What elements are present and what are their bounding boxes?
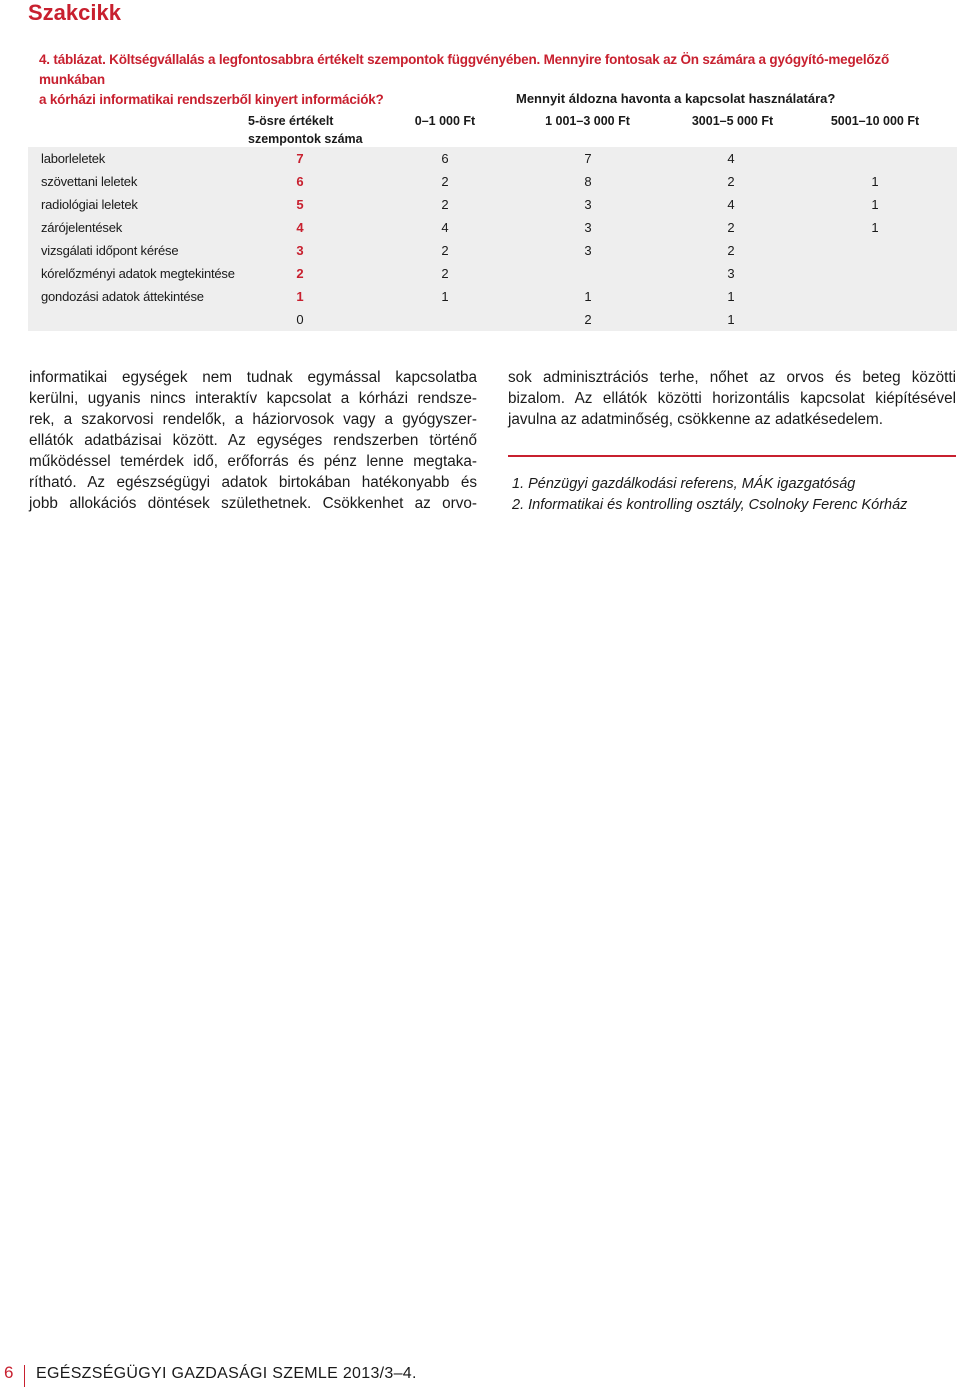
cell: 2 (441, 266, 449, 281)
row-label: laborleletek (41, 151, 106, 166)
body-text-left-column (29, 367, 477, 514)
header-rank-line: 5-ösre értékelt (248, 114, 334, 128)
table-row (28, 193, 957, 216)
text-line: sok adminisztrációs terhe, nőhet az orvos és beteg közötti (508, 369, 956, 386)
cell: 2 (441, 197, 449, 212)
cell: 3 (584, 220, 592, 235)
header-column: 5001–10 000 Ft (830, 114, 920, 128)
table-row (28, 285, 957, 308)
section-title: Szakcikk (28, 0, 121, 25)
cell: 6 (441, 151, 449, 166)
cell: 3 (584, 243, 592, 258)
text-line: működéssel temérdek idő, erőforrás és pénz lenne megtaka- (29, 453, 477, 470)
page-number: 6 (4, 1363, 14, 1382)
table-row (28, 170, 957, 193)
cell: 2 (727, 174, 735, 189)
cell: 2 (441, 243, 449, 258)
cell: 4 (727, 197, 735, 212)
cell: 4 (441, 220, 449, 235)
table-row (28, 308, 957, 331)
row-rank: 0 (296, 312, 304, 327)
header-column: 3001–5 000 Ft (691, 114, 774, 128)
text-line: rítható. Az egészségügyi adatok birtokában hatékonyabb és (29, 474, 477, 491)
cell: 1 (441, 289, 449, 304)
text-line: ellátók adatbázisai között. Az egységes rendszerben történő (29, 432, 477, 449)
cell: 2 (441, 174, 449, 189)
header-column: 0–1 000 Ft (414, 114, 476, 128)
text-line: bizalom. Az ellátók közötti horizontális kapcsolat kiépítésével (508, 390, 956, 407)
row-rank: 1 (296, 289, 304, 304)
text-line: kerülni, ugyanis nincs interaktív kapcsolat a kórházi rendsze- (29, 390, 477, 407)
cell: 1 (727, 289, 735, 304)
row-label: vizsgálati időpont kérése (41, 243, 179, 258)
cell: 3 (727, 266, 735, 281)
text-line: jobb allokációs döntések születhetnek. Csökkenhet az orvo- (29, 495, 477, 512)
cell: 2 (584, 312, 592, 327)
table-row (28, 147, 957, 170)
cell: 1 (871, 174, 879, 189)
row-label: szövettani leletek (41, 174, 138, 189)
row-label: zárójelentések (41, 220, 123, 235)
journal-name: EGÉSZSÉGÜGYI GAZDASÁGI SZEMLE 2013/3–4. (36, 1365, 417, 1382)
cell: 1 (727, 312, 735, 327)
header-rank-line: szempontok száma (248, 132, 363, 146)
table-question: Mennyit áldozna havonta a kapcsolat használatára? (516, 91, 836, 106)
text-line: informatikai egységek nem tudnak egymással kapcsolatba (29, 369, 477, 386)
header-rank (248, 112, 368, 148)
row-rank: 7 (296, 151, 304, 166)
cell: 1 (871, 220, 879, 235)
cell: 8 (584, 174, 592, 189)
text-line: javulna az adatminőség, csökkenne az adatkésedelem. (508, 411, 884, 428)
row-label: kórelőzményi adatok megtekintése (41, 266, 235, 281)
cell: 3 (584, 197, 592, 212)
row-label: radiológiai leletek (41, 197, 138, 212)
header-column: 1 001–3 000 Ft (545, 114, 630, 128)
row-rank: 3 (296, 243, 304, 258)
row-rank: 4 (296, 220, 304, 235)
footnotes (512, 474, 956, 516)
text-line: rek, a szakorvosi rendelők, a háziorvosok vagy a gyógyszer- (29, 411, 477, 428)
cell: 4 (727, 151, 735, 166)
table-row (28, 262, 957, 285)
row-rank: 6 (296, 174, 304, 189)
footnote-divider (508, 455, 956, 457)
cell: 2 (727, 220, 735, 235)
footnote: 1. Pénzügyi gazdálkodási referens, MÁK igazgatóság (512, 476, 856, 492)
footnote: 2. Informatikai és kontrolling osztály, Csolnoky Ferenc Kórház (512, 497, 908, 513)
table-caption-line: 4. táblázat. Költségvállalás a legfontosabbra értékelt szempontok függvényében. Mennyire fontosak az Ön számára a gyógyító-megelőző munkában (39, 52, 890, 87)
footer-separator (24, 1365, 25, 1387)
cell: 2 (727, 243, 735, 258)
table-row (28, 239, 957, 262)
cell: 7 (584, 151, 592, 166)
cell: 1 (584, 289, 592, 304)
row-label: gondozási adatok áttekintése (41, 289, 204, 304)
table-caption-line: a kórházi informatikai rendszerből kinyert információk? (39, 92, 384, 107)
table-row (28, 216, 957, 239)
page-footer (0, 1363, 960, 1389)
row-rank: 5 (296, 197, 304, 212)
cell: 1 (871, 197, 879, 212)
row-rank: 2 (296, 266, 304, 281)
data-table (28, 147, 957, 331)
body-text-right-column (508, 367, 956, 430)
